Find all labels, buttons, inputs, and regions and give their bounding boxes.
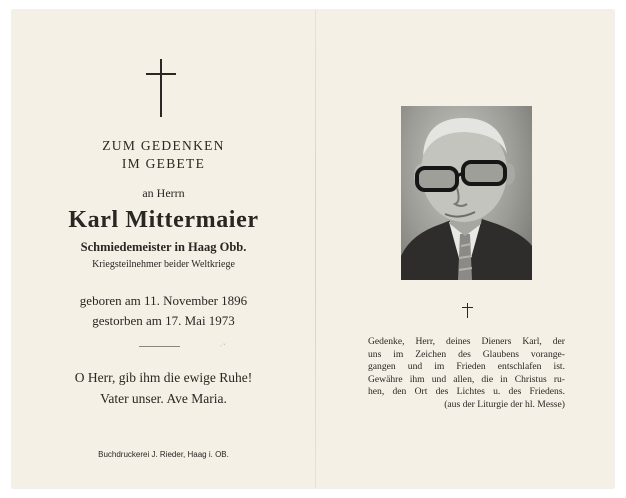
prayer-line-2: Vater unser. Ave Maria. [100,391,227,406]
cross-icon [146,59,176,117]
verse-source: (aus der Liturgie der hl. Messe) [444,398,565,410]
occupation: Schmiedemeister in Haag Obb. [80,240,247,254]
verse-line: hen, den Ort des Lichtes u. des Friedens. [368,386,565,398]
birth-date: geboren am 11. November 1896 [79,293,248,308]
small-cross-icon [462,303,473,318]
liturgy-verse [368,336,565,412]
memorial-card [12,10,614,488]
war-note: Kriegsteilnehmer beider Weltkriege [92,259,235,270]
portrait-photo [401,106,532,280]
verse-line: Gedenke, Herr, deines Dieners Karl, der [368,336,565,347]
verse-line: Gewähre ihm und allen, die in Christus ru- [368,373,565,385]
verse-line: gangen und im Frieden entschlafen ist. [368,361,565,373]
deceased-name: Karl Mittermaier [68,207,259,233]
separator-line [139,346,180,347]
printer-imprint: Buchdruckerei J. Rieder, Haag i. OB. [98,450,229,459]
heading-gedenken: ZUM GEDENKEN [102,138,225,153]
death-date: gestorben am 17. Mai 1973 [92,313,235,328]
right-panel [316,10,614,488]
salutation: an Herrn [142,186,185,200]
heading-gebete: IM GEBETE [121,156,206,171]
paper-speck: ‧ ˘ [220,344,226,350]
prayer-line-1: O Herr, gib ihm die ewige Ruhe! [74,370,253,385]
left-panel [12,10,315,488]
verse-line: uns im Zeichen des Glaubens vorange- [368,348,565,360]
